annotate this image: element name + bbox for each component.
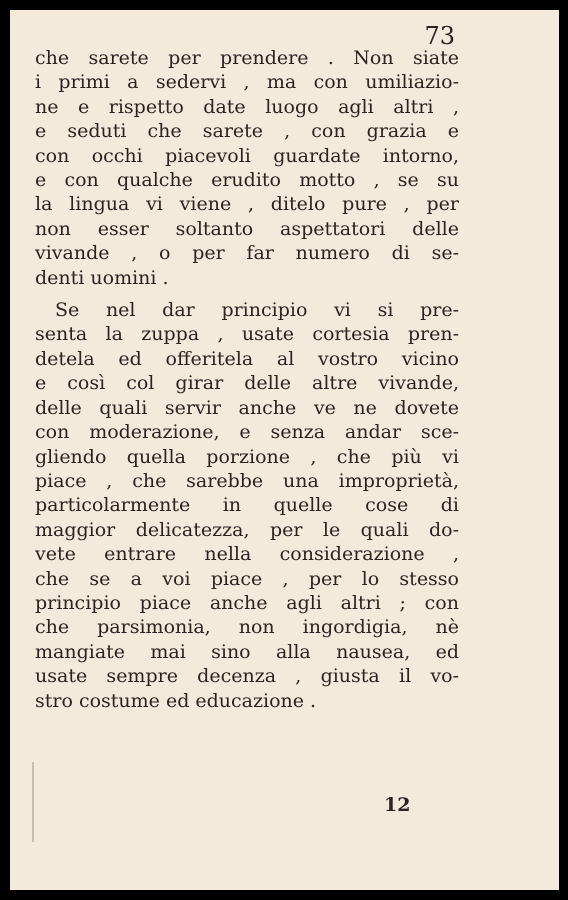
text-line: che sarete per prendere . Non siate	[35, 47, 459, 69]
body-text	[35, 46, 459, 713]
margin-mark	[32, 762, 34, 842]
text-line: mangiate mai sino alla nausea, ed	[35, 640, 459, 663]
book-page	[10, 10, 559, 890]
text-line: vete entrare nella considerazione ,	[35, 543, 459, 566]
text-line: e seduti che sarete , con grazia e	[35, 120, 459, 143]
text-line: denti uomini .	[35, 266, 169, 289]
text-line: piace , che sarebbe una improprietà,	[35, 469, 459, 492]
signature-mark: 12	[384, 794, 411, 816]
paragraph-2	[35, 298, 459, 713]
page-number: 73	[424, 22, 455, 50]
paragraph-1	[35, 46, 459, 290]
text-line: detela ed offeritela al vostro vicino	[35, 347, 459, 370]
text-line: con occhi piacevoli guardate intorno,	[35, 144, 459, 167]
text-line: senta la zuppa , usate cortesia pren-	[35, 323, 459, 346]
text-line: stro costume ed educazione .	[35, 689, 317, 712]
text-line: e così col girar delle altre vivande,	[35, 372, 459, 395]
text-line: vivande , o per far numero di se-	[35, 242, 459, 265]
text-line: ne e rispetto date luogo agli altri ,	[35, 95, 459, 118]
text-line: non esser soltanto aspettatori delle	[35, 217, 459, 240]
text-line: maggior delicatezza, per le quali do-	[35, 518, 459, 541]
text-line: che parsimonia, non ingordigia, nè	[35, 616, 459, 639]
text-line: principio piace anche agli altri ; con	[35, 591, 459, 614]
text-line: con moderazione, e senza andar sce-	[35, 421, 459, 444]
text-line: che se a voi piace , per lo stesso	[35, 567, 459, 590]
text-line: gliendo quella porzione , che più vi	[35, 445, 459, 468]
text-line: la lingua vi viene , ditelo pure , per	[35, 193, 459, 216]
text-line: usate sempre decenza , giusta il vo-	[35, 665, 459, 688]
paragraph-gap	[35, 290, 459, 298]
text-line: Se nel dar principio vi si pre-	[55, 299, 459, 322]
text-line: e con qualche erudito motto , se su	[35, 169, 459, 192]
text-line: i primi a sedervi , ma con umiliazio-	[35, 71, 459, 94]
text-line: delle quali servir anche ve ne dovete	[35, 396, 459, 419]
text-line: particolarmente in quelle cose di	[35, 494, 459, 517]
